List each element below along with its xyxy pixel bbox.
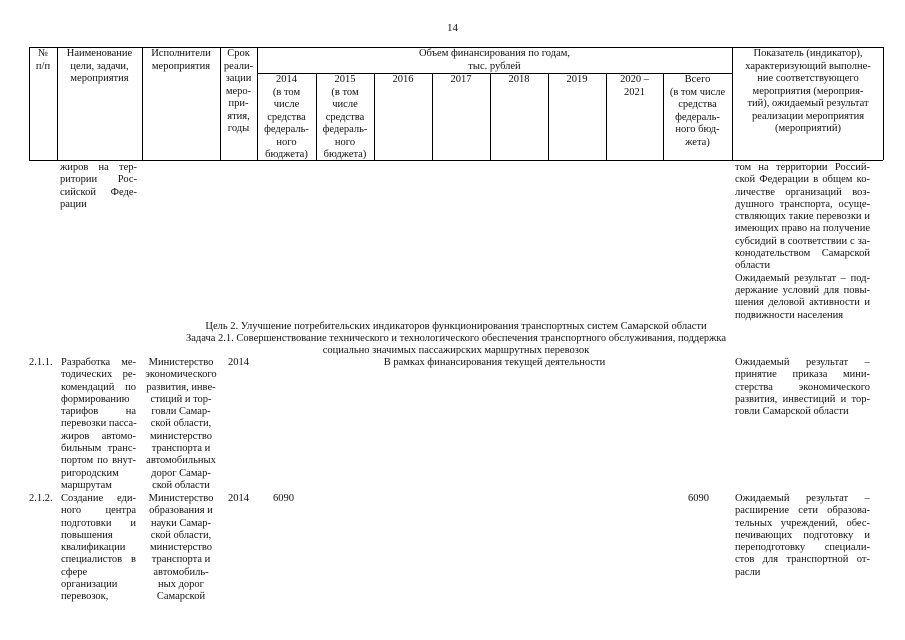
- header-year-2014: 2014 (в том числе средства федераль- ного бюджета): [264, 74, 309, 160]
- row-2-1-2-executors: Министерство образования и науки Самар- ской области, министерство транспорта и автомобиль- ных дорог Самарской: [148, 493, 214, 603]
- header-funding-title: Объем финансирования по годам, тыс. рублей: [418, 48, 571, 72]
- header-year-2015: 2015 (в том числе средства федераль- ного бюджета): [322, 74, 368, 160]
- page-number: 14: [447, 22, 458, 34]
- row-2-1-1-indicator: Ожидаемый результат – принятие приказа мини- стерства экономического развития, инвестиций и тор- говли Самарской области: [735, 357, 870, 418]
- row-2-1-2-funding-total: 6090: [688, 493, 709, 504]
- row-2-1-2-num: 2.1.2.: [29, 493, 53, 504]
- row-2-1-1-executors: Министерство экономического развития, инве- стиций и тор- говли Самар- ской области, министерство транспорта и автомобильных дорог Самар- ской области: [145, 357, 217, 491]
- header-year-2019: 2019: [566, 74, 588, 85]
- row-2-1-2-term: 2014: [228, 493, 249, 504]
- row-2-1-2-funding-2014: 6090: [273, 493, 294, 504]
- header-executors: Исполнители мероприятия: [151, 48, 211, 72]
- row-2-1-2-indicator: Ожидаемый результат – расширение сети образова- тельных учреждений, обес- печивающих подготовку и переподготовку специали- стов для транспортной от- расли: [735, 493, 870, 578]
- header-name: Наименование цели, задачи, мероприятия: [66, 48, 133, 84]
- continuation-indicator: том на территории Россий- ской Федерации в общем ко- личестве организаций воз- душного транспорта, осуще- ствляющих такие перевозки и имеющих право на получение субсидий в соответствии с за- конодательством Самарской области Ожидаемый результат – под- держание условий для повы- шения деловой активности и подвижности населения: [735, 162, 870, 321]
- header-year-2020-2021: 2020 – 2021: [620, 74, 649, 98]
- row-2-1-1-term: 2014: [228, 357, 249, 368]
- task-heading: Задача 2.1. Совершенствование технического и технологического обеспечения транспортного обслуживания, поддержка социально значимых пассажирских маршрутных перевозок: [185, 333, 727, 357]
- header-year-2016: 2016: [392, 74, 414, 85]
- header-year-2017: 2017: [450, 74, 472, 85]
- row-2-1-2-name: Создание еди- ного центра подготовки и повышения квалификации специалистов в сфере организации перевозок,: [61, 493, 136, 603]
- header-indicator: Показатель (индикатор), характеризующий выполне- ние соответствующего мероприятия (мероприя- тий), ожидаемый результат реализации мероприятия (мероприятий): [745, 48, 871, 134]
- header-term: Срок реали- зации меро- при- ятия, годы: [223, 48, 254, 134]
- continuation-name: жиров на тер- ритории Рос- сийской Феде- рации: [60, 162, 137, 210]
- header-year-2018: 2018: [508, 74, 530, 85]
- header-total: Всего (в том числе средства федераль- ного бюд- жета): [669, 74, 726, 148]
- row-2-1-1-num: 2.1.1.: [29, 357, 53, 368]
- goal-heading: Цель 2. Улучшение потребительских индикаторов функционирования транспортных систем Самарской области: [205, 321, 707, 332]
- row-2-1-1-funding-note: В рамках финансирования текущей деятельности: [383, 357, 606, 368]
- header-num: № п/п: [35, 48, 51, 72]
- row-2-1-1-name: Разработка ме- тодических ре- комендаций по формированию тарифов на перевозки пасса- жиров автомо- бильным транс- портом по внут- ригородским маршрутам: [61, 357, 137, 491]
